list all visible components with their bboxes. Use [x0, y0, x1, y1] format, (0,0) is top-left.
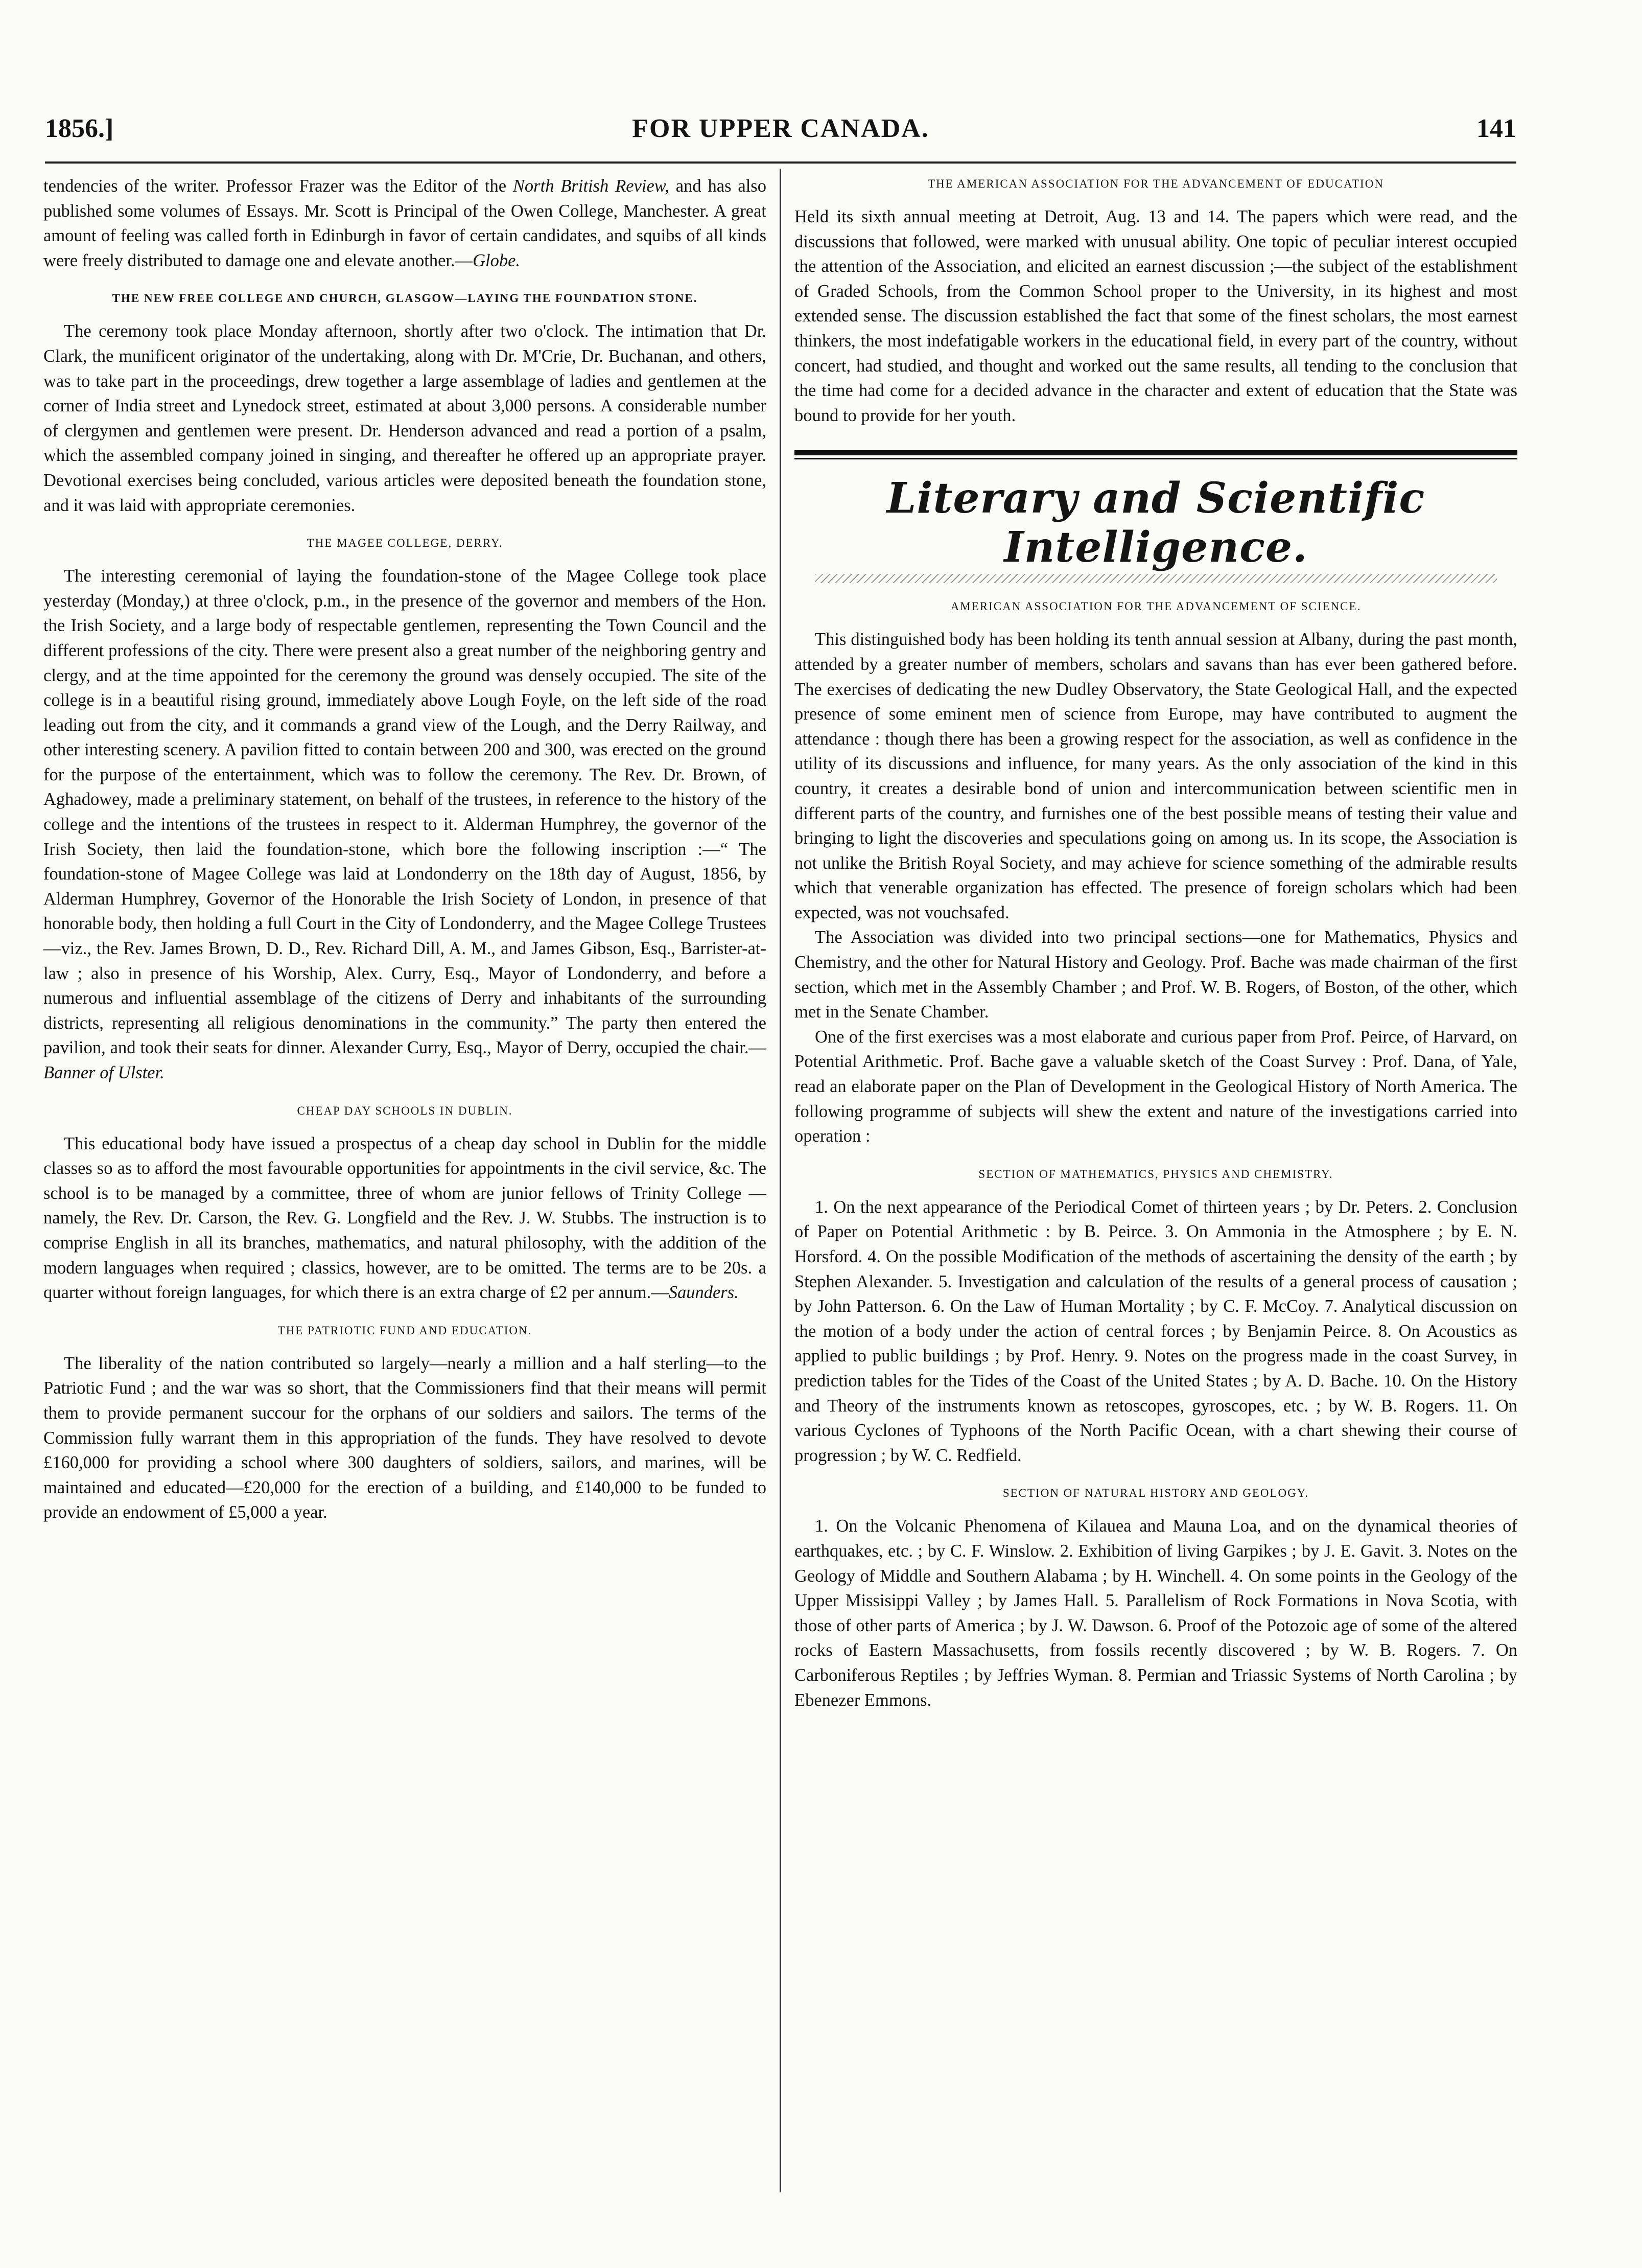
ornamental-wavy-rule: [815, 574, 1497, 583]
article-heading-education-association: THE AMERICAN ASSOCIATION FOR THE ADVANCEMENT OF EDUCATION: [928, 177, 1384, 190]
paragraph-text: This educational body have issued a prospectus of a cheap day school in Dublin for the middle classes so as to afford the most favourable opportunities for appointments in the civil service, &c. The school is to be managed by a committee, three of whom are junior fellows of Trinity College —namely, the Rev. Dr. Carson, the Rev. G. Longfield and the Rev. J. W. Stubbs. The instruction is to comprise English in all its branches, mathematics, and natural philosophy, with the addition of the modern languages when required ; classics, however, are to be omitted. The terms are to be 20s. a quarter without foreign languages, for which there is an extra charge of £2 per annum.—: [43, 1133, 766, 1303]
header-rule: [45, 161, 1516, 164]
article-heading-glasgow: THE NEW FREE COLLEGE AND CHURCH, GLASGOW—LAYING THE FOUNDATION STONE.: [112, 292, 698, 305]
article-continuation: [43, 174, 766, 273]
article-body-glasgow: The ceremony took place Monday afternoon, shortly after two o'clock. The intimation that Dr. Clark, the munificent originator of the undertaking, along with Dr. M'Crie, Dr. Buchanan, and others, was to take part in the proceedings, drew together a large assemblage of ladies and gentlemen at the corner of India street and Lynedock street, estimated at about 3,000 persons. A considerable number of clergymen and gentlemen were present. Dr. Henderson advanced and read a portion of a psalm, which the assembled company joined in singing, and thereafter he offered up an appropriate prayer. Devotional exercises being concluded, various articles were deposited beneath the foundation stone, and it was laid with appropriate ceremonies.: [43, 321, 766, 515]
article-body-patriotic-fund: The liberality of the nation contributed so largely—nearly a million and a half sterling—to the Patriotic Fund ; and the war was so short, that the Commissioners find that their means will permit them to provide permanent succour for the orphans of our soldiers and sailors. The terms of the Commission fully warrant them in this appropriation of the funds. They have resolved to devote £160,000 for providing a school where 300 daughters of soldiers, sailors, and marines, will be maintained and educated—£20,000 for the erection of a building, and £140,000 to be funded to provide an endowment of £5,000 a year.: [43, 1353, 766, 1522]
article-heading-patriotic-fund: THE PATRIOTIC FUND AND EDUCATION.: [277, 1324, 532, 1337]
section-body-natural-history: 1. On the Volcanic Phenomena of Kilauea and Mauna Loa, and on the dynamical theories of earthquakes, etc. ; by C. F. Winslow. 2. Exhibition of living Garpikes ; by J. E. Gavit. 3. Notes on the Geology of Middle and Southern Alabama ; by H. Winchell. 4. On some points in the Geology of the Upper Missisippi Valley ; by James Hall. 5. Parallelism of Rock Formations in Nova Scotia, with those of other parts of America ; by J. W. Dawson. 6. Proof of the Potozoic age of some of the altered rocks of Eastern Massachusetts, from fossils recently discovered ; by W. B. Rogers. 7. On Carboniferous Reptiles ; by Jeffries Wyman. 8. Permian and Triassic Systems of North Carolina ; by Ebenezer Emmons.: [794, 1516, 1517, 1710]
article-heading-science-association: AMERICAN ASSOCIATION FOR THE ADVANCEMENT OF SCIENCE.: [950, 600, 1362, 613]
section-heading-natural-history: SECTION OF NATURAL HISTORY AND GEOLOGY.: [1002, 1487, 1309, 1500]
running-head: [45, 113, 1516, 154]
paragraph-text: and has also published some volumes of Essays. Mr. Scott is Principal of the Owen College, Manchester. A great amount of feeling was called forth in Edinburgh in favor of certain candidates, and squibs of all kinds were freely distributed to damage one and elevate another.—: [43, 176, 766, 270]
article-source: Globe.: [473, 250, 521, 270]
article-body-science-3: One of the first exercises was a most elaborate and curious paper from Prof. Peirce, of Harvard, on Potential Arithmetic. Prof. Bache gave a valuable sketch of the Coast Survey : Prof. Dana, of Yale, read an elaborate paper on the Plan of Development in the Geological History of North America. The following programme of subjects will shew the extent and nature of the investigations carried into operation :: [794, 1027, 1517, 1146]
paragraph-text: The interesting ceremonial of laying the foundation-stone of the Magee College took place yesterday (Monday,) at three o'clock, p.m., in the presence of the governor and members of the Hon. the Irish Society, and a large body of respectable gentlemen, representing the Town Council and the different professions of the city. There were present also a great number of the neighboring gentry and clergy, and at the time appointed for the ceremony the ground was densely occupied. The site of the college is in a beautiful rising ground, immediately above Lough Foyle, on the left side of the road leading out from the city, and it commands a grand view of the Lough, and the Derry Railway, and other interesting scenery. A pavilion fitted to contain between 200 and 300, was erected on the ground for the purpose of the entertainment, which was to follow the ceremony. The Rev. Dr. Brown, of Aghadowey, made a preliminary statement, on behalf of the trustees, in reference to the history of the college and the intentions of the trustees in respect to it. Alderman Humphrey, the governor of the Irish Society, then laid the foundation-stone, which bore the following inscription :—“ The foundation-stone of Magee College was laid at Londonderry on the 18th day of August, 1856, by Alderman Humphrey, Governor of the Honorable the Irish Society of London, in presence of that honorable body, then holding a full Court in the City of Londonderry, and the Magee College Trustees—viz., the Rev. James Brown, D. D., Rev. Richard Dill, A. M., and James Gibson, Esq., Barrister-at-law ; also in presence of his Worship, Alex. Curry, Esq., Mayor of Londonderry, and before a numerous and influential assemblage of the citizens of Derry and inhabitants of the surrounding districts, representing all religious denominations in the community.” The party then entered the pavilion, and took their seats for dinner. Alexander Curry, Esq., Mayor of Derry, occupied the chair.—: [43, 566, 766, 1058]
article-body-dublin: [43, 1131, 766, 1305]
article-heading-magee: THE MAGEE COLLEGE, DERRY.: [307, 537, 503, 550]
department-title: Literary and Scientific Intelligence.: [886, 474, 1425, 572]
section-heading-mathematics: SECTION OF MATHEMATICS, PHYSICS AND CHEMISTRY.: [978, 1167, 1333, 1181]
article-body-magee: [43, 564, 766, 1085]
page-number: 141: [1476, 114, 1516, 143]
section-body-mathematics: 1. On the next appearance of the Periodical Comet of thirteen years ; by Dr. Peters. 2. Conclusion of Paper on Potential Arithmetic : by B. Peirce. 3. On Ammonia in the Atmosphere ; by E. N. Horsford. 4. On the possible Modification of the methods of ascertaining the density of the earth ; by Stephen Alexander. 5. Investigation and calculation of the results of a general process of causation ; by John Patterson. 6. On the Law of Human Mortality ; by C. F. McCoy. 7. Analytical discussion on the motion of a body under the action of central forces ; by Benjamin Peirce. 8. On Acoustics as applied to public buildings ; by Prof. Henry. 9. Notes on the progress made in the coast Survey, in prediction tables for the Tides of the Coast of the United States ; by A. D. Bache. 10. On the History and Theory of the instruments known as retoscopes, gyroscopes, etc. ; by W. B. Rogers. 11. On various Cyclones of Typhoons of the North Pacific Ocean, with a chart shewing their course of progression ; by W. C. Redfield.: [794, 1197, 1517, 1465]
section-divider-rule: [794, 450, 1517, 459]
right-column: [794, 174, 1517, 1712]
publication-title: North British Review,: [512, 176, 669, 196]
article-source: Banner of Ulster.: [43, 1063, 165, 1082]
article-source: Saunders.: [668, 1283, 739, 1303]
column-divider: [780, 169, 781, 2192]
left-column: [43, 174, 766, 1525]
article-heading-dublin: CHEAP DAY SCHOOLS IN DUBLIN.: [297, 1104, 513, 1117]
header-year: 1856.]: [45, 114, 114, 143]
article-body-education-association: Held its sixth annual meeting at Detroit, Aug. 13 and 14. The papers which were read, and the discussions that followed, were marked with unusual ability. One topic of peculiar interest occupied the attention of the Association, and elicited an earnest discussion ;—the subject of the establishment of Graded Schools, from the Common School proper to the University, in its highest and most extended sense. The discussion established the fact that some of the finest scholars, the most earnest thinkers, the most indefatigable workers in the educational field, in every part of the country, without concert, had studied, and thought and worked out the same results, all tending to the conclusion that the time had come for a decided advance in the character and extent of education that the State was bound to provide for her youth.: [794, 207, 1517, 425]
article-body-science-1: This distinguished body has been holding its tenth annual session at Albany, during the past month, attended by a greater number of members, scholars and savans than has ever been gathered before. The exercises of dedicating the new Dudley Observatory, the State Geological Hall, and the expected presence of some eminent men of science from Europe, may have contributed to augment the attendance : though there has been a growing respect for the association, as well as confidence in the utility of its discussions and influence, for many years. As the only association of the kind in this country, it creates a desirable bond of union and intercommunication between scientific men in different parts of the country, and furnishes one of the best possible means of testing their value and bringing to light the discoveries and speculations going on among us. In its scope, the Association is not unlike the British Royal Society, and may achieve for science something of the admirable results which that venerable organization has effected. The presence of foreign scholars which had been expected, was not vouchsafed.: [794, 630, 1517, 922]
paragraph-text: tendencies of the writer. Professor Frazer was the Editor of the: [43, 176, 513, 196]
header-title: FOR UPPER CANADA.: [632, 114, 929, 143]
article-body-science-2: The Association was divided into two principal sections—one for Mathematics, Physics and Chemistry, and the other for Natural History and Geology. Prof. Bache was made chairman of the first section, which met in the Assembly Chamber ; and Prof. W. B. Rogers, of Boston, of the other, which met in the Senate Chamber.: [794, 928, 1517, 1022]
